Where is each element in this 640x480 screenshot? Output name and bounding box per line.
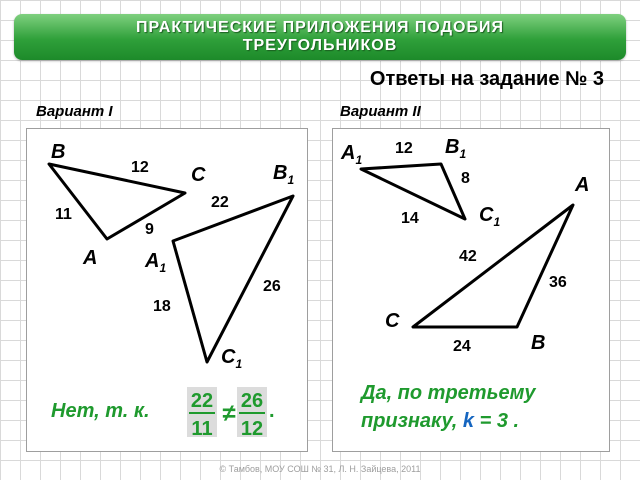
vertex-b1: [445, 136, 466, 161]
vertex-b1-letter: B: [445, 136, 460, 158]
variant-2-label: Вариант II: [340, 103, 421, 120]
side-cb-label: 24: [453, 338, 471, 355]
answers-heading: Ответы на задание № 3: [369, 68, 604, 90]
side-bc-label: 12: [131, 159, 149, 176]
vertex-c1-subscript: 1: [235, 357, 243, 371]
answer-variant-1: [51, 387, 275, 440]
vertex-c1-letter: C: [479, 204, 494, 226]
vertex-b: B: [531, 332, 546, 354]
answer-line-2-suffix: = 3 .: [474, 410, 520, 432]
side-ab-label: 36: [549, 274, 567, 291]
fraction-2-numerator: 26: [240, 390, 264, 412]
title-line-2: ТРЕУГОЛЬНИКОВ: [242, 37, 398, 54]
not-equal-sign: ≠: [222, 400, 236, 427]
vertex-b1-letter: B: [273, 162, 288, 184]
variant-1-figure: [27, 129, 307, 451]
copyright-footer: © Тамбов, МОУ СОШ № 31, Л. Н. Зайцева, 2011: [219, 464, 421, 474]
variant-1-label: Вариант I: [36, 103, 113, 120]
vertex-b1-subscript: 1: [459, 147, 467, 161]
vertex-a1-letter: A: [341, 142, 356, 164]
answer-variant-2: [359, 382, 536, 432]
vertex-c1-letter: C: [221, 346, 236, 368]
vertex-a1: [340, 142, 362, 167]
vertex-a1-letter: A: [145, 250, 160, 272]
side-b1c1-label: 8: [461, 170, 470, 187]
coefficient-k: k: [462, 410, 475, 432]
title-line-1: ПРАКТИЧЕСКИЕ ПРИЛОЖЕНИЯ ПОДОБИЯ: [136, 19, 504, 36]
side-ac-label: 42: [459, 248, 477, 265]
vertex-c1: [221, 346, 242, 371]
vertex-a1-subscript: 1: [159, 261, 167, 275]
variant-1-panel: [26, 128, 308, 452]
vertex-b: B: [51, 141, 66, 163]
variant-2-figure: [333, 129, 609, 451]
side-ba-label: 11: [55, 206, 72, 223]
vertex-c1: [479, 204, 500, 229]
vertex-c: C: [191, 164, 206, 186]
variant-2-panel: [332, 128, 610, 452]
answer-line-1: Да, по третьему: [361, 382, 536, 404]
vertex-a: A: [575, 174, 590, 196]
side-a1c1-label: 18: [153, 298, 171, 315]
vertex-a: A: [83, 247, 98, 269]
side-a1c1-label: 14: [401, 210, 419, 227]
answer-period: .: [269, 400, 275, 422]
page-title: [14, 19, 626, 55]
vertex-c1-subscript: 1: [493, 215, 501, 229]
vertex-a1-subscript: 1: [355, 153, 363, 167]
fraction-2-denominator: 12: [240, 418, 264, 440]
title-banner: [14, 14, 626, 60]
vertex-b1: [273, 162, 294, 187]
side-a1b1-label: 22: [211, 194, 229, 211]
side-a1b1-label: 12: [395, 140, 413, 157]
vertex-c: C: [385, 310, 400, 332]
answer-text: Нет, т. к.: [51, 400, 150, 422]
vertex-a1: [144, 250, 166, 275]
fraction-1-numerator: 22: [190, 390, 214, 412]
answer-line-2-prefix: признаку,: [361, 410, 463, 432]
answer-line-2: [361, 410, 519, 432]
side-b1c1-label: 26: [263, 278, 281, 295]
vertex-b1-subscript: 1: [287, 173, 295, 187]
triangle-abc: [49, 164, 185, 239]
fraction-1-denominator: 11: [191, 418, 213, 440]
side-ac-label: 9: [145, 221, 154, 238]
